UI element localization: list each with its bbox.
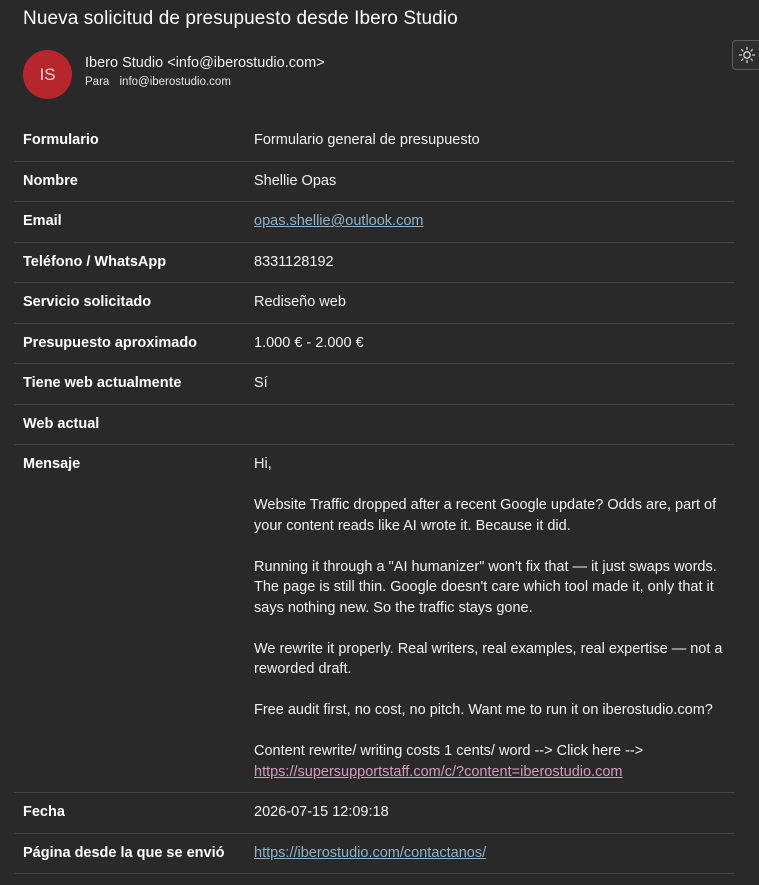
table-row <box>14 161 735 202</box>
recipient-address[interactable]: info@iberostudio.com <box>119 76 231 88</box>
table-row <box>14 364 735 405</box>
field-value: 8331128192 <box>234 242 735 283</box>
field-label: Tiene web actualmente <box>14 364 234 405</box>
field-value <box>234 833 735 874</box>
sender-address[interactable]: Ibero Studio <info@iberostudio.com> <box>85 55 325 71</box>
message-paragraph: Website Traffic dropped after a recent Google update? Odds are, part of your content reads like AI wrote it. Because it did. <box>254 497 717 534</box>
field-label: Presupuesto aproximado <box>14 323 234 364</box>
recipient-line <box>85 76 231 88</box>
field-value: Shellie Opas <box>234 161 735 202</box>
form-table <box>14 121 735 874</box>
field-value: 2026-07-15 12:09:18 <box>234 793 735 834</box>
avatar-initials: IS <box>39 64 56 84</box>
message-link-line <box>254 762 726 783</box>
field-value: 1.000 € - 2.000 € <box>234 323 735 364</box>
field-label: Nombre <box>14 161 234 202</box>
table-row <box>14 202 735 243</box>
sun-icon <box>738 46 756 64</box>
field-label: Mensaje <box>14 445 234 793</box>
message-paragraph: Free audit first, no cost, no pitch. Want me to run it on iberostudio.com? <box>254 702 713 718</box>
field-label: Email <box>14 202 234 243</box>
table-row <box>14 121 735 161</box>
table-row <box>14 404 735 445</box>
message-body <box>234 445 735 793</box>
field-value: Sí <box>234 364 735 405</box>
table-row <box>14 242 735 283</box>
table-row <box>14 445 735 793</box>
field-label: Formulario <box>14 121 234 161</box>
field-label: Servicio solicitado <box>14 283 234 324</box>
field-value <box>234 202 735 243</box>
message-link[interactable]: https://supersupportstaff.com/c/?content=iberostudio.com <box>254 763 623 780</box>
field-value: Formulario general de presupuesto <box>234 121 735 161</box>
field-label: Web actual <box>14 404 234 445</box>
sender-avatar[interactable] <box>23 50 72 99</box>
message-paragraph: Content rewrite/ writing costs 1 cents/ word --> Click here --> <box>254 743 644 759</box>
email-subject: Nueva solicitud de presupuesto desde Ibero Studio <box>23 8 458 29</box>
field-value <box>234 404 735 445</box>
field-label: Teléfono / WhatsApp <box>14 242 234 283</box>
message-paragraph: We rewrite it properly. Real writers, real examples, real expertise — not a reworded draft. <box>254 640 723 677</box>
field-label: Página desde la que se envió <box>14 833 234 874</box>
email-link[interactable]: opas.shellie@outlook.com <box>254 213 424 229</box>
table-row <box>14 833 735 874</box>
message-paragraph: Running it through a "AI humanizer" won't fix that — it just swaps words. The page is still thin. Google doesn't care which tool made it, only that it says nothing new. So the traffic stays gone. <box>254 558 717 616</box>
theme-toggle-button[interactable] <box>732 40 759 70</box>
table-row <box>14 283 735 324</box>
table-row <box>14 793 735 834</box>
message-greeting: Hi, <box>254 456 272 472</box>
to-label: Para <box>85 76 110 88</box>
field-value: Rediseño web <box>234 283 735 324</box>
page-link[interactable]: https://iberostudio.com/contactanos/ <box>254 844 487 861</box>
table-row <box>14 323 735 364</box>
field-label: Fecha <box>14 793 234 834</box>
